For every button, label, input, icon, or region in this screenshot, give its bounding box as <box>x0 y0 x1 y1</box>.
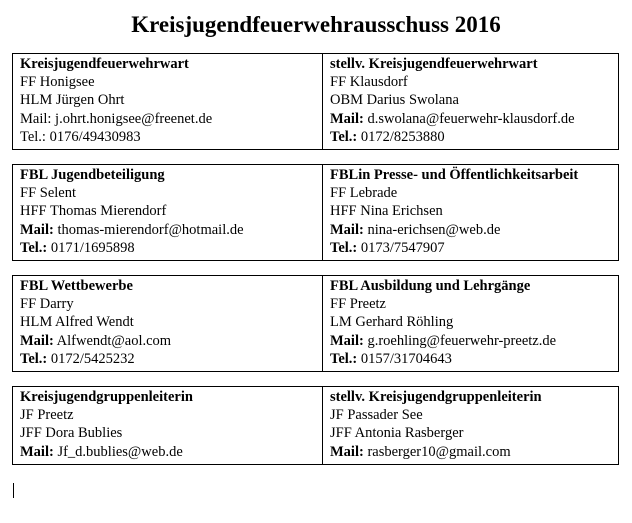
unit-line: FF Darry <box>20 296 74 313</box>
person-name: HLM Jürgen Ohrt <box>20 92 125 109</box>
person-name: HFF Nina Erichsen <box>330 203 443 220</box>
mail-address: nina-erichsen@web.de <box>367 221 501 238</box>
tel-line <box>20 350 322 368</box>
mail-address: Jf_d.bublies@web.de <box>57 443 183 460</box>
unit-line: JF Passader See <box>330 407 423 424</box>
mail-line <box>20 221 322 239</box>
person-name: JFF Antonia Rasberger <box>330 425 464 442</box>
mail-line <box>330 443 618 461</box>
tel-number: 0172/5425232 <box>50 350 135 367</box>
person-name: HFF Thomas Mierendorf <box>20 203 167 220</box>
contact-table-1 <box>12 53 619 150</box>
tel-number: 0173/7547907 <box>360 239 445 256</box>
tel-line <box>330 350 618 368</box>
contact-cell-kreisjugendfeuerwehrwart <box>13 54 323 150</box>
mail-label: Mail: <box>20 332 54 349</box>
contact-cell-stellv-kreisjugendgruppenleiterin <box>323 387 619 465</box>
mail-address: g.roehling@feuerwehr-preetz.de <box>367 332 557 349</box>
mail-address: rasberger10@gmail.com <box>367 443 511 460</box>
mail-address: Alfwendt@aol.com <box>56 332 172 349</box>
tel-label: Tel.: <box>20 239 48 256</box>
contact-cell-fbl-ausbildung <box>323 276 619 372</box>
tel-line <box>20 239 322 257</box>
role-heading: stellv. Kreisjugendfeuerwehrwart <box>330 56 538 72</box>
mail-line <box>330 110 618 128</box>
mail-label: Mail: <box>20 443 54 460</box>
tel-line <box>330 128 618 146</box>
mail-label: Mail: <box>330 110 364 127</box>
text-cursor[interactable] <box>13 483 14 498</box>
person-name: OBM Darius Swolana <box>330 92 459 109</box>
unit-line: FF Preetz <box>330 296 386 313</box>
mail-line <box>20 443 322 461</box>
unit-line: FF Selent <box>20 185 76 202</box>
tel-label: Tel.: <box>20 350 48 367</box>
role-heading: FBLin Presse- und Öffentlichkeitsarbeit <box>330 167 579 183</box>
contact-cell-fbl-jugendbeteiligung <box>13 165 323 261</box>
mail-line <box>330 221 618 239</box>
mail-address: j.ohrt.honigsee@freenet.de <box>55 110 213 127</box>
role-heading: stellv. Kreisjugendgruppenleiterin <box>330 389 542 405</box>
tel-number: 0171/1695898 <box>50 239 135 256</box>
contact-cell-stellv-kreisjugendfeuerwehrwart <box>323 54 619 150</box>
tel-label: Tel.: <box>330 350 358 367</box>
tel-label: Tel.: <box>330 128 358 145</box>
role-heading: FBL Jugendbeteiligung <box>20 167 165 183</box>
unit-line: FF Lebrade <box>330 185 398 202</box>
role-heading: FBL Ausbildung und Lehrgänge <box>330 278 531 294</box>
mail-label: Mail: <box>20 221 54 238</box>
contact-cell-fblin-presse <box>323 165 619 261</box>
unit-line: JF Preetz <box>20 407 74 424</box>
role-heading: FBL Wettbewerbe <box>20 278 133 294</box>
contact-cell-fbl-wettbewerbe <box>13 276 323 372</box>
tel-number: 0176/49430983 <box>49 128 141 145</box>
contact-table-3 <box>12 275 619 372</box>
tel-line <box>330 239 618 257</box>
person-name: LM Gerhard Röhling <box>330 314 454 331</box>
tel-number: 0157/31704643 <box>360 350 452 367</box>
tel-label: Tel.: <box>20 128 46 145</box>
unit-line: FF Honigsee <box>20 74 95 91</box>
role-heading: Kreisjugendgruppenleiterin <box>20 389 193 405</box>
mail-line <box>330 332 618 350</box>
mail-line <box>20 332 322 350</box>
document-title: Kreisjugendfeuerwehrausschuss 2016 <box>131 12 501 37</box>
mail-line <box>20 110 322 128</box>
mail-label: Mail: <box>330 443 364 460</box>
contact-cell-kreisjugendgruppenleiterin <box>13 387 323 465</box>
mail-address: d.swolana@feuerwehr-klausdorf.de <box>367 110 575 127</box>
tel-line <box>20 128 322 146</box>
unit-line: FF Klausdorf <box>330 74 408 91</box>
mail-address: thomas-mierendorf@hotmail.de <box>57 221 244 238</box>
contact-table-4 <box>12 386 619 465</box>
mail-label: Mail: <box>330 332 364 349</box>
contact-table-2 <box>12 164 619 261</box>
role-heading: Kreisjugendfeuerwehrwart <box>20 56 189 72</box>
tel-label: Tel.: <box>330 239 358 256</box>
mail-label: Mail: <box>20 110 52 127</box>
tel-number: 0172/8253880 <box>360 128 445 145</box>
mail-label: Mail: <box>330 221 364 238</box>
person-name: JFF Dora Bublies <box>20 425 123 442</box>
person-name: HLM Alfred Wendt <box>20 314 134 331</box>
